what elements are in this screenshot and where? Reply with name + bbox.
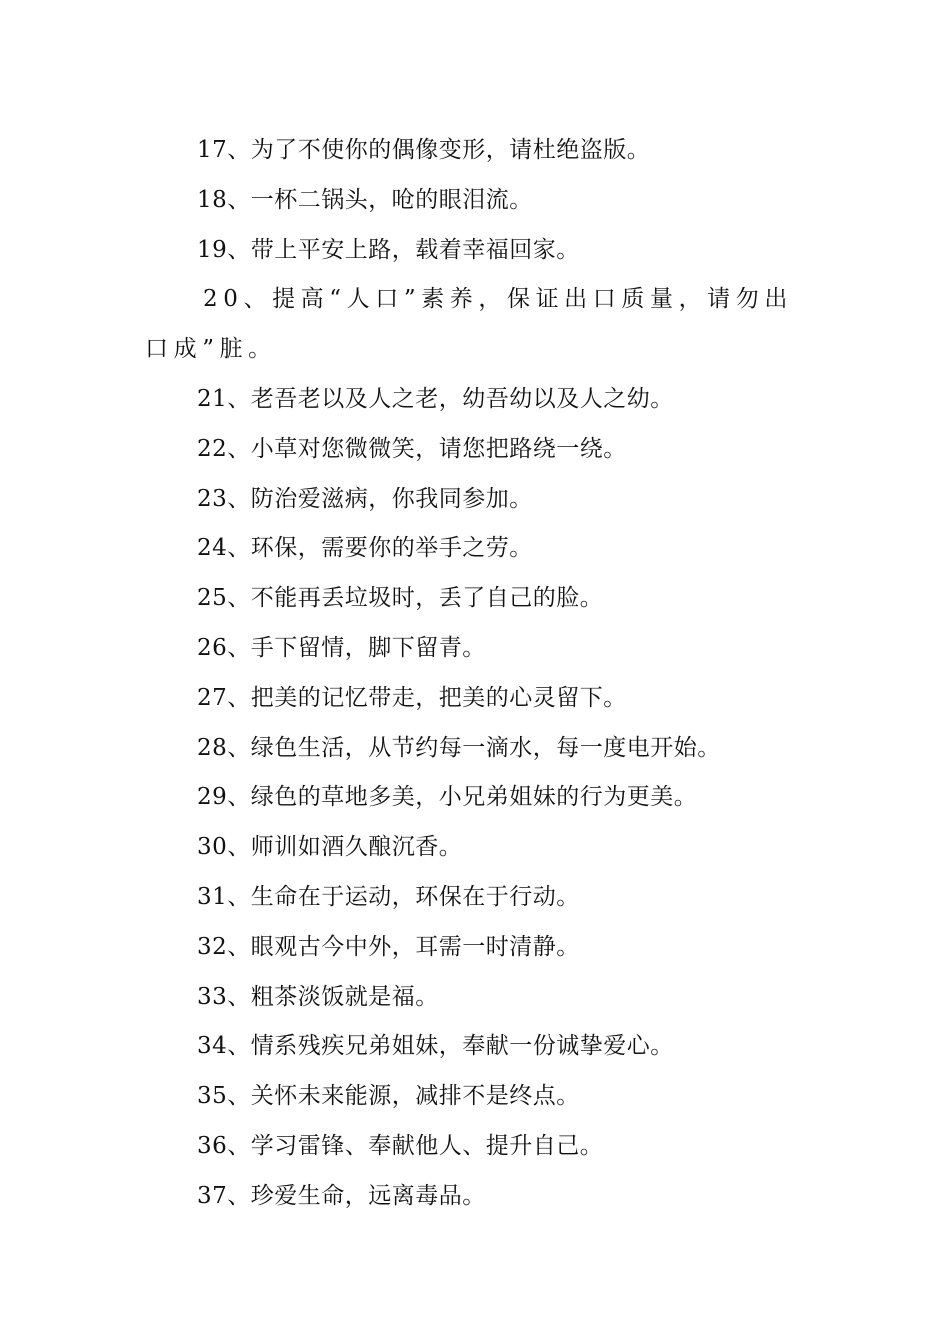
list-item: 29、绿色的草地多美，小兄弟姐妹的行为更美。: [197, 784, 698, 811]
list-item: 30、师训如酒久酿沉香。: [197, 834, 463, 861]
list-item: 36、学习雷锋、奉献他人、提升自己。: [197, 1132, 604, 1159]
list-item: 26、手下留情，脚下留青。: [197, 634, 486, 661]
list-item: 37、珍爱生命，远离毒品。: [197, 1182, 486, 1209]
list-item: 24、环保，需要你的举手之劳。: [197, 535, 533, 562]
list-item: 31、生命在于运动，环保在于行动。: [197, 883, 580, 910]
list-item: 28、绿色生活，从节约每一滴水，每一度电开始。: [197, 734, 721, 761]
slogan-list: [145, 126, 810, 1222]
list-item: 19、带上平安上路，载着幸福回家。: [197, 236, 580, 263]
list-item: 18、一杯二锅头，呛的眼泪流。: [197, 186, 533, 213]
list-item: 17、为了不使你的偶像变形，请杜绝盗版。: [197, 137, 651, 163]
list-item: 35、关怀未来能源，减排不是终点。: [197, 1083, 580, 1110]
list-item: 21、老吾老以及人之老，幼吾幼以及人之幼。: [197, 385, 674, 412]
list-item: 32、眼观古今中外，耳需一时清静。: [197, 933, 580, 960]
list-item: 25、不能再丢垃圾时，丢了自己的脸。: [197, 585, 604, 612]
list-item: 34、情系残疾兄弟姐妹，奉献一份诚挚爱心。: [197, 1033, 674, 1060]
list-item: 27、把美的记忆带走，把美的心灵留下。: [197, 684, 627, 711]
list-item: 23、防治爱滋病，你我同参加。: [197, 485, 533, 512]
list-item: 33、粗茶淡饭就是福。: [197, 983, 439, 1010]
list-item: 20、提高“人口”素养，保证出口质量，请勿出口成”脏。: [145, 286, 793, 363]
list-item: 22、小草对您微微笑，请您把路绕一绕。: [197, 435, 627, 462]
